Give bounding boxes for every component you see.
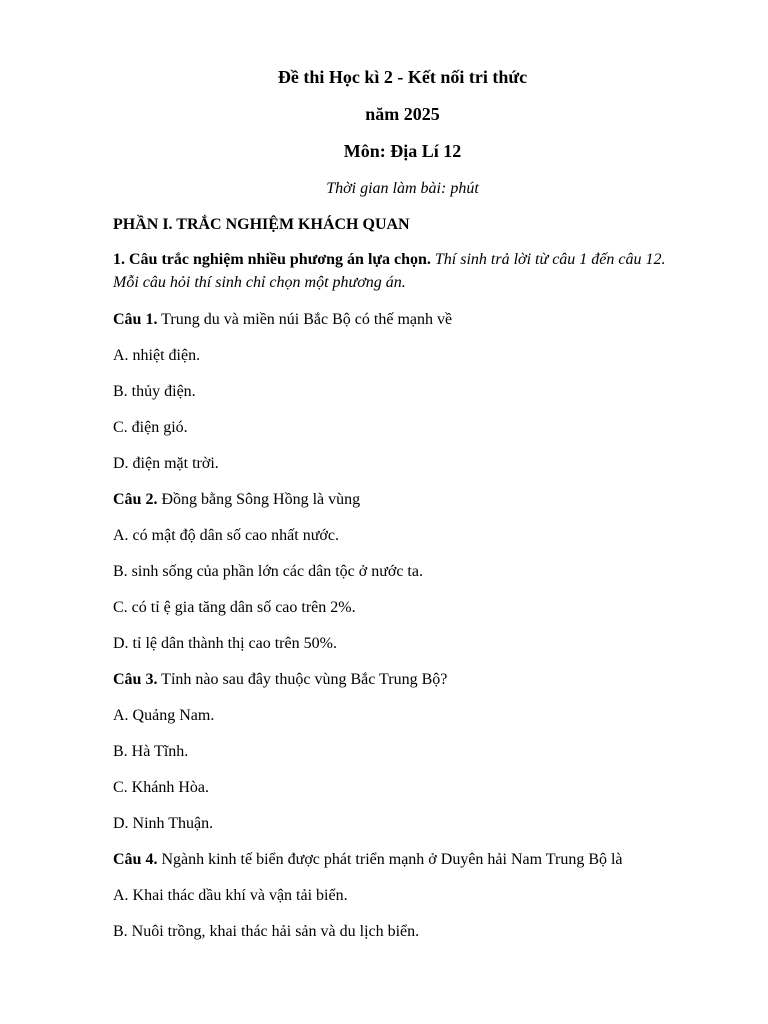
question-text: Trung du và miền núi Bắc Bộ có thế mạnh về <box>161 311 453 328</box>
question-4 <box>113 850 692 870</box>
doc-time: Thời gian làm bài: phút <box>326 180 479 197</box>
doc-year: năm 2025 <box>365 104 440 124</box>
section-intro <box>113 248 692 294</box>
doc-subject: Môn: Địa Lí 12 <box>343 141 462 161</box>
question-text: Ngành kinh tế biển được phát triển mạnh ở Duyên hải Nam Trung Bộ là <box>161 851 623 868</box>
question-1 <box>113 310 692 330</box>
question-label: Câu 3. <box>113 671 158 688</box>
option-4a: A. Khai thác dầu khí và vận tải biển. <box>113 887 348 904</box>
option-2a: A. có mật độ dân số cao nhất nước. <box>113 527 339 544</box>
question-label: Câu 1. <box>113 311 158 328</box>
option-2d: D. tỉ lệ dân thành thị cao trên 50%. <box>113 635 337 652</box>
question-label: Câu 2. <box>113 491 158 508</box>
option-1a: A. nhiệt điện. <box>113 347 201 364</box>
intro-italic: Thí sinh trả lời từ câu 1 đến câu 12. Mỗi câu hỏi thí sinh chỉ chọn một phương án. <box>113 251 666 291</box>
question-text: Đồng bằng Sông Hồng là vùng <box>161 491 361 508</box>
option-1c: C. điện gió. <box>113 419 188 436</box>
question-text: Tỉnh nào sau đây thuộc vùng Bắc Trung Bộ? <box>161 671 448 688</box>
option-4b: B. Nuôi trồng, khai thác hải sản và du lịch biển. <box>113 923 420 940</box>
option-3b: B. Hà Tĩnh. <box>113 743 189 760</box>
option-3d: D. Ninh Thuận. <box>113 815 214 832</box>
option-2c: C. có tỉ ệ gia tăng dân số cao trên 2%. <box>113 599 356 616</box>
option-3a: A. Quảng Nam. <box>113 707 215 724</box>
option-3c: C. Khánh Hòa. <box>113 779 209 796</box>
section-heading: PHẦN I. TRẮC NGHIỆM KHÁCH QUAN <box>113 216 410 233</box>
doc-title: Đề thi Học kì 2 - Kết nối tri thức <box>277 67 528 87</box>
option-2b: B. sinh sống của phần lớn các dân tộc ở nước ta. <box>113 563 423 580</box>
intro-bold: 1. Câu trắc nghiệm nhiều phương án lựa chọn. <box>113 251 431 268</box>
question-2 <box>113 490 692 510</box>
question-3 <box>113 670 692 690</box>
option-1b: B. thủy điện. <box>113 383 196 400</box>
question-label: Câu 4. <box>113 851 158 868</box>
option-1d: D. điện mặt trời. <box>113 455 219 472</box>
